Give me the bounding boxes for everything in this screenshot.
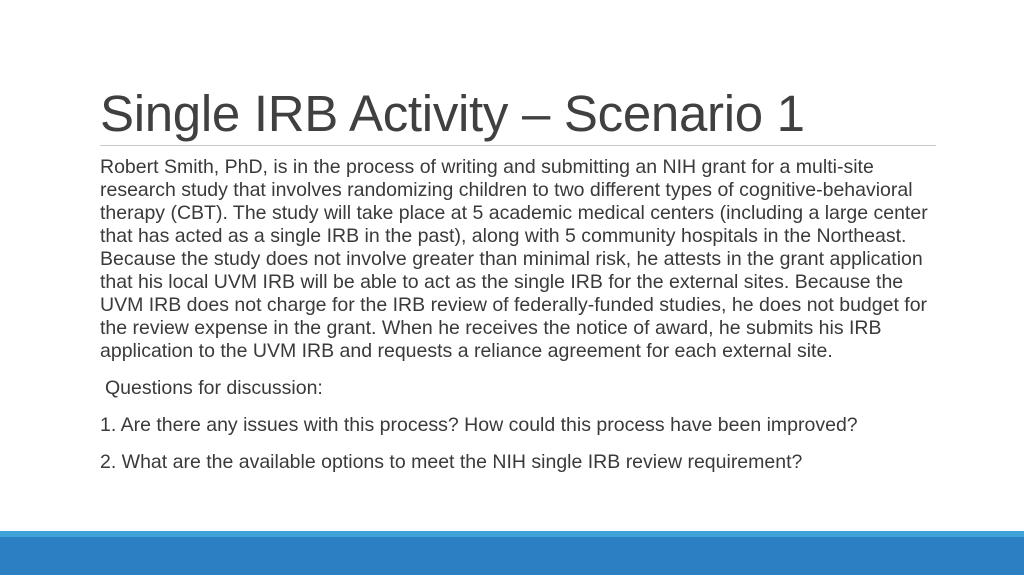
questions-heading: Questions for discussion: [105, 377, 323, 399]
question-2: 2. What are the available options to meet the NIH single IRB review requirement? [100, 451, 803, 473]
slide-title: Single IRB Activity – Scenario 1 [100, 85, 805, 142]
title-divider [100, 145, 936, 146]
scenario-paragraph: Robert Smith, PhD, is in the process of writing and submitting an NIH grant for a multi-site research study that involves randomizing children to two different types of cognitive-behavioral therapy (CBT). The study will take place at 5 academic medical centers (including a large center that has acted as a single IRB in the past), along with 5 community hospitals in the Northeast. Because the study does not involve greater than minimal risk, he attests in the grant application that his local UVM IRB will be able to act as the single IRB for the external sites. Because the UVM IRB does not charge for the IRB review of federally-funded studies, he does not budget for the review expense in the grant. When he receives the notice of award, he submits his IRB application to the UVM IRB and requests a reliance agreement for each external site. [100, 156, 928, 362]
footer-bar [0, 537, 1024, 575]
slide-body [100, 156, 940, 488]
question-1: 1. Are there any issues with this process? How could this process have been improved? [100, 414, 858, 436]
